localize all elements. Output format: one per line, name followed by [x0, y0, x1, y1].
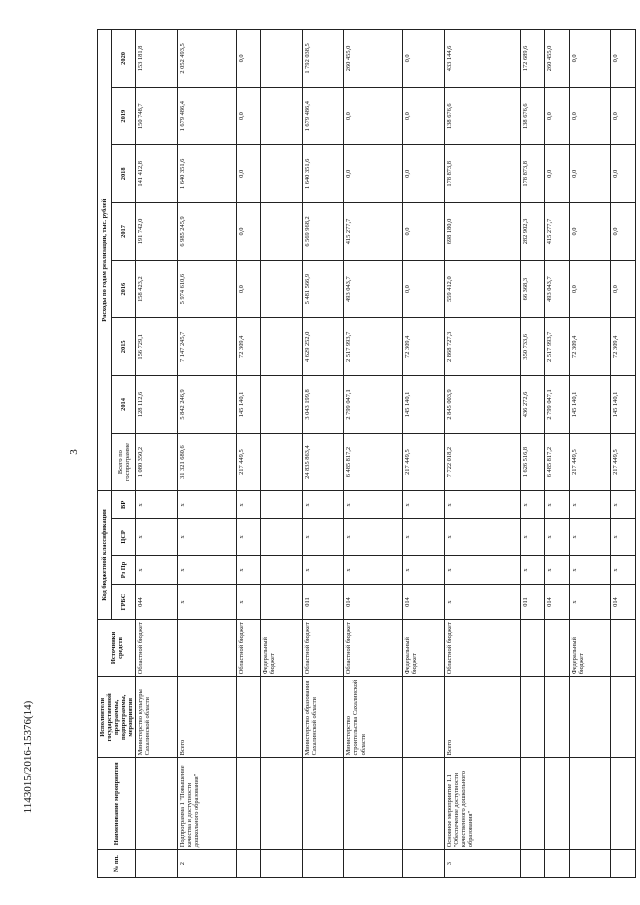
cell-total: 1 626 516,8: [520, 433, 544, 491]
col-header-year: 2016: [112, 260, 136, 318]
cell-year-value: 6 569 968,2: [302, 203, 344, 261]
cell-grbs: 044: [136, 585, 178, 619]
budget-table: [97, 29, 636, 878]
col-header-expenses: Расходы по годам реализации, тыс. рублей: [98, 30, 112, 491]
cell-rzpr: х: [302, 555, 344, 585]
cell-source: Федеральный бюджет: [403, 619, 445, 677]
cell-total: 6 485 817,2: [545, 433, 569, 491]
cell-rzpr: х: [520, 555, 544, 585]
cell-year-value: 156 729,1: [136, 318, 178, 376]
cell-csr: х: [302, 519, 344, 555]
cell-vr: х: [545, 491, 569, 519]
cell-total: 217 449,5: [403, 433, 445, 491]
cell-executor: [261, 677, 303, 758]
cell-source: Областной бюджет: [344, 619, 403, 677]
table-row: [444, 30, 520, 878]
cell-total: 6 485 817,2: [344, 433, 403, 491]
cell-rzpr: х: [569, 555, 611, 585]
cell-source: [177, 619, 236, 677]
cell-vr: х: [403, 491, 445, 519]
cell-csr: х: [611, 519, 636, 555]
cell-name: [344, 758, 403, 850]
cell-year-value: 145 140,1: [611, 376, 636, 434]
cell-total: [261, 433, 303, 491]
cell-csr: х: [520, 519, 544, 555]
cell-grbs: 011: [520, 585, 544, 619]
table-row: [136, 30, 178, 878]
col-header-executor: Исполнители государственной программы, подпрограммы, мероприятия: [98, 677, 136, 758]
cell-total: 217 449,5: [569, 433, 611, 491]
cell-num: 3: [444, 850, 520, 878]
cell-vr: х: [136, 491, 178, 519]
cell-year-value: 7 147 245,7: [177, 318, 236, 376]
cell-year-value: 0,0: [236, 260, 260, 318]
table-row: [545, 30, 569, 878]
cell-year-value: 350 733,6: [520, 318, 544, 376]
cell-year-value: 0,0: [236, 30, 260, 88]
table-row: [344, 30, 403, 878]
cell-year-value: 72 309,4: [569, 318, 611, 376]
col-header-num: № пп.: [98, 850, 136, 878]
cell-grbs: 014: [403, 585, 445, 619]
cell-vr: х: [236, 491, 260, 519]
cell-source: Федеральный бюджет: [261, 619, 303, 677]
cell-year-value: 415 277,7: [545, 203, 569, 261]
cell-year-value: 66 368,3: [520, 260, 544, 318]
cell-year-value: 0,0: [403, 203, 445, 261]
cell-year-value: 0,0: [344, 87, 403, 145]
cell-year-value: 158 423,2: [136, 260, 178, 318]
cell-num: [569, 850, 611, 878]
table-row: [177, 30, 236, 878]
cell-source: Областной бюджет: [136, 619, 178, 677]
cell-year-value: 6 985 245,9: [177, 203, 236, 261]
table-row: [403, 30, 445, 878]
cell-grbs: х: [236, 585, 260, 619]
cell-num: [545, 850, 569, 878]
cell-year-value: 128 112,6: [136, 376, 178, 434]
cell-rzpr: х: [177, 555, 236, 585]
cell-year-value: 698 180,0: [444, 203, 520, 261]
cell-executor: [520, 677, 544, 758]
col-header-csr: ЦСР: [112, 519, 136, 555]
cell-name: Основное мероприятие 1.1 "Обеспечение доступности качественного дошкольного образования": [444, 758, 520, 850]
col-header-year: 2017: [112, 203, 136, 261]
table-row: [236, 30, 260, 878]
cell-year-value: 0,0: [236, 145, 260, 203]
col-header-year: 2015: [112, 318, 136, 376]
cell-num: [611, 850, 636, 878]
cell-year-value: [261, 87, 303, 145]
cell-year-value: 191 742,0: [136, 203, 178, 261]
cell-year-value: [261, 145, 303, 203]
cell-year-value: 0,0: [569, 260, 611, 318]
col-header-vr: ВР: [112, 491, 136, 519]
cell-rzpr: х: [545, 555, 569, 585]
cell-executor: [545, 677, 569, 758]
cell-executor: Всего: [177, 677, 236, 758]
cell-source: Федеральный бюджет: [569, 619, 611, 677]
cell-total: 24 835 863,4: [302, 433, 344, 491]
col-header-grbs: ГРБС: [112, 585, 136, 619]
page-number: 3: [68, 449, 80, 455]
cell-year-value: [261, 30, 303, 88]
cell-name: Подпрограмма 1 "Повышение качества и доступности дошкольного образования": [177, 758, 236, 850]
cell-grbs: 014: [545, 585, 569, 619]
cell-year-value: 2 052 493,5: [177, 30, 236, 88]
cell-rzpr: х: [136, 555, 178, 585]
cell-year-value: 1 640 351,6: [302, 145, 344, 203]
cell-name: [302, 758, 344, 850]
cell-year-value: 0,0: [545, 145, 569, 203]
cell-year-value: 493 043,7: [545, 260, 569, 318]
cell-grbs: х: [177, 585, 236, 619]
cell-name: [403, 758, 445, 850]
cell-year-value: 72 309,4: [611, 318, 636, 376]
cell-year-value: 0,0: [403, 30, 445, 88]
cell-year-value: 260 455,0: [344, 30, 403, 88]
cell-year-value: 138 676,6: [444, 87, 520, 145]
cell-csr: х: [444, 519, 520, 555]
cell-year-value: [261, 260, 303, 318]
cell-year-value: 145 140,1: [403, 376, 445, 434]
cell-csr: х: [344, 519, 403, 555]
cell-vr: х: [302, 491, 344, 519]
cell-source: Областной бюджет: [444, 619, 520, 677]
cell-rzpr: х: [236, 555, 260, 585]
cell-year-value: 0,0: [403, 145, 445, 203]
cell-vr: х: [611, 491, 636, 519]
cell-source: [611, 619, 636, 677]
cell-vr: х: [569, 491, 611, 519]
cell-year-value: 150 748,7: [136, 87, 178, 145]
cell-csr: х: [569, 519, 611, 555]
col-header-year: 2020: [112, 30, 136, 88]
cell-year-value: 0,0: [569, 203, 611, 261]
cell-grbs: х: [569, 585, 611, 619]
cell-year-value: 145 140,1: [569, 376, 611, 434]
cell-total: 1 080 350,2: [136, 433, 178, 491]
cell-grbs: [261, 585, 303, 619]
cell-year-value: 2 517 993,7: [344, 318, 403, 376]
cell-year-value: 172 689,6: [520, 30, 544, 88]
cell-year-value: 5 974 610,6: [177, 260, 236, 318]
cell-csr: х: [177, 519, 236, 555]
cell-year-value: 282 902,3: [520, 203, 544, 261]
cell-source: [545, 619, 569, 677]
cell-csr: х: [236, 519, 260, 555]
cell-year-value: 0,0: [236, 203, 260, 261]
cell-year-value: 1 640 351,6: [177, 145, 236, 203]
col-header-total: Всего по госпрограмме: [112, 433, 136, 491]
cell-year-value: 2 799 047,1: [545, 376, 569, 434]
cell-year-value: 0,0: [611, 87, 636, 145]
cell-name: [569, 758, 611, 850]
cell-year-value: 0,0: [611, 145, 636, 203]
cell-rzpr: х: [403, 555, 445, 585]
col-header-year: 2018: [112, 145, 136, 203]
cell-executor: Всего: [444, 677, 520, 758]
budget-table-area: [97, 29, 625, 878]
cell-name: [545, 758, 569, 850]
cell-vr: х: [520, 491, 544, 519]
cell-year-value: 72 309,4: [403, 318, 445, 376]
cell-executor: Министерство образования Сахалинской области: [302, 677, 344, 758]
cell-year-value: 0,0: [344, 145, 403, 203]
cell-year-value: 0,0: [611, 203, 636, 261]
cell-num: [520, 850, 544, 878]
cell-grbs: 014: [344, 585, 403, 619]
cell-total: 217 449,5: [236, 433, 260, 491]
cell-year-value: 0,0: [569, 145, 611, 203]
cell-year-value: 153 181,8: [136, 30, 178, 88]
table-row: [261, 30, 303, 878]
cell-name: [236, 758, 260, 850]
cell-year-value: 1 679 486,4: [177, 87, 236, 145]
cell-grbs: 014: [611, 585, 636, 619]
cell-year-value: 0,0: [403, 87, 445, 145]
cell-csr: х: [403, 519, 445, 555]
cell-name: [520, 758, 544, 850]
cell-year-value: 493 043,7: [344, 260, 403, 318]
cell-num: [136, 850, 178, 878]
cell-vr: [261, 491, 303, 519]
cell-source: Областной бюджет: [236, 619, 260, 677]
cell-executor: [236, 677, 260, 758]
cell-vr: х: [177, 491, 236, 519]
cell-year-value: 138 676,6: [520, 87, 544, 145]
col-header-year: 2019: [112, 87, 136, 145]
cell-total: 31 321 680,6: [177, 433, 236, 491]
cell-year-value: 436 272,6: [520, 376, 544, 434]
cell-year-value: 2 845 003,9: [444, 376, 520, 434]
cell-year-value: 3 043 199,8: [302, 376, 344, 434]
cell-num: 2: [177, 850, 236, 878]
cell-year-value: 433 144,6: [444, 30, 520, 88]
table-row: [520, 30, 544, 878]
col-header-year: 2014: [112, 376, 136, 434]
table-row: [302, 30, 344, 878]
cell-num: [261, 850, 303, 878]
document-id: 1143015/2016-15376(14): [22, 700, 34, 814]
cell-total: 7 722 018,2: [444, 433, 520, 491]
cell-year-value: 72 309,4: [236, 318, 260, 376]
cell-year-value: 145 140,1: [236, 376, 260, 434]
col-header-budget-code: Код бюджетной классификации: [98, 491, 112, 619]
cell-year-value: [261, 376, 303, 434]
cell-year-value: 415 277,7: [344, 203, 403, 261]
cell-executor: [611, 677, 636, 758]
cell-rzpr: х: [444, 555, 520, 585]
cell-vr: х: [344, 491, 403, 519]
cell-year-value: 178 873,8: [520, 145, 544, 203]
cell-year-value: 5 842 246,9: [177, 376, 236, 434]
cell-executor: [403, 677, 445, 758]
table-row: [611, 30, 636, 878]
cell-year-value: 1 792 038,5: [302, 30, 344, 88]
cell-year-value: 2 799 047,1: [344, 376, 403, 434]
cell-year-value: 559 412,0: [444, 260, 520, 318]
cell-name: [261, 758, 303, 850]
cell-year-value: 0,0: [545, 87, 569, 145]
col-header-source: Источники средств: [98, 619, 136, 677]
cell-total: 217 449,5: [611, 433, 636, 491]
cell-year-value: 0,0: [569, 87, 611, 145]
cell-source: [520, 619, 544, 677]
cell-grbs: х: [444, 585, 520, 619]
cell-executor: Министерство культуры Сахалинской области: [136, 677, 178, 758]
cell-num: [236, 850, 260, 878]
col-header-rzpr: Рз Пр: [112, 555, 136, 585]
cell-year-value: 1 679 486,4: [302, 87, 344, 145]
cell-year-value: 5 481 566,9: [302, 260, 344, 318]
cell-year-value: 0,0: [611, 30, 636, 88]
cell-csr: х: [545, 519, 569, 555]
cell-year-value: 260 455,0: [545, 30, 569, 88]
cell-grbs: 011: [302, 585, 344, 619]
cell-csr: [261, 519, 303, 555]
cell-executor: Министерство строительства Сахалинской области: [344, 677, 403, 758]
cell-executor: [569, 677, 611, 758]
cell-year-value: 141 412,8: [136, 145, 178, 203]
cell-year-value: 0,0: [236, 87, 260, 145]
cell-num: [344, 850, 403, 878]
cell-vr: х: [444, 491, 520, 519]
cell-name: [136, 758, 178, 850]
cell-num: [302, 850, 344, 878]
cell-year-value: 0,0: [611, 260, 636, 318]
cell-source: Областной бюджет: [302, 619, 344, 677]
cell-year-value: 2 868 727,3: [444, 318, 520, 376]
cell-year-value: [261, 203, 303, 261]
cell-name: [611, 758, 636, 850]
cell-year-value: 2 517 993,7: [545, 318, 569, 376]
cell-rzpr: х: [611, 555, 636, 585]
cell-year-value: 0,0: [569, 30, 611, 88]
cell-year-value: 4 629 252,0: [302, 318, 344, 376]
table-row: [569, 30, 611, 878]
col-header-name: Наименование мероприятия: [98, 758, 136, 850]
cell-year-value: 178 873,8: [444, 145, 520, 203]
cell-csr: х: [136, 519, 178, 555]
cell-rzpr: [261, 555, 303, 585]
cell-year-value: [261, 318, 303, 376]
cell-num: [403, 850, 445, 878]
cell-rzpr: х: [344, 555, 403, 585]
cell-year-value: 0,0: [403, 260, 445, 318]
